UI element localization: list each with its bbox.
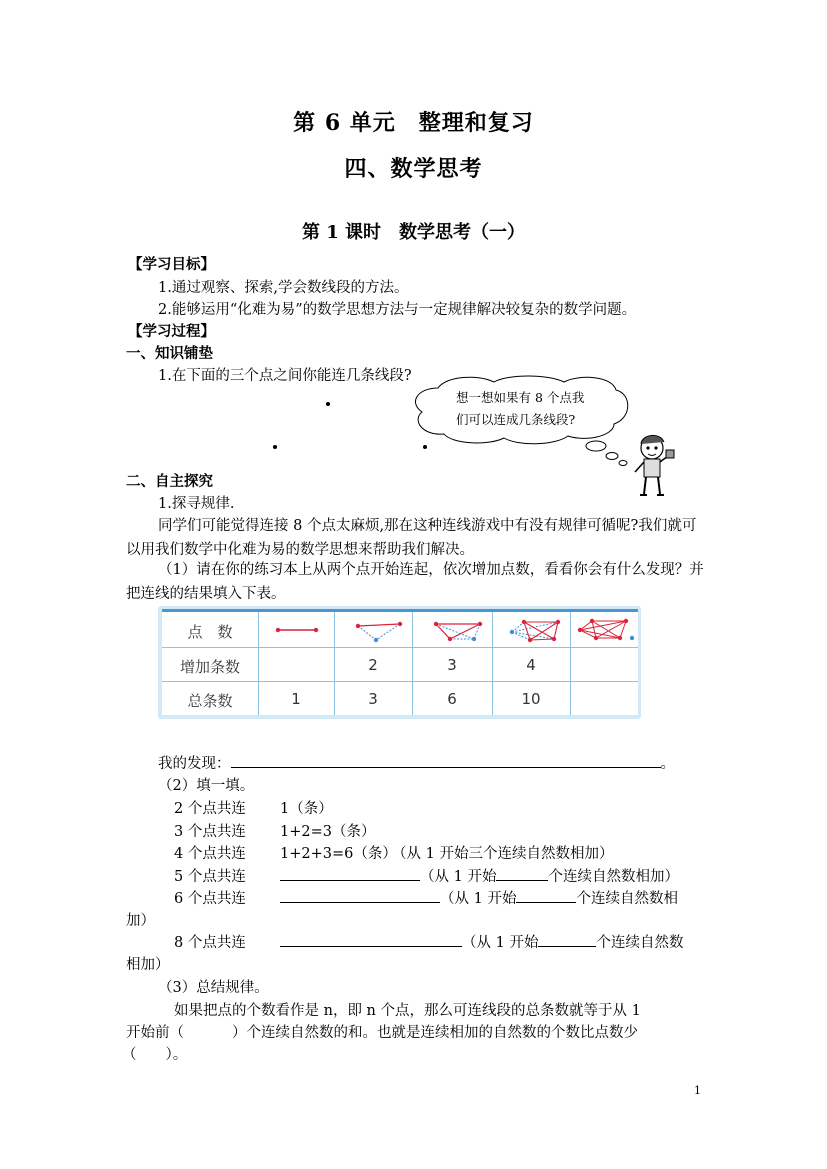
summary-heading: （3）总结规律。 <box>158 980 269 996</box>
fill-wrap-8: 相加） <box>126 957 170 973</box>
fill-note-6b: 个连续自然数相 <box>576 891 678 907</box>
fill-note-5b: 个连续自然数相加） <box>548 869 679 885</box>
fill-prefix-4: 4 个点共连 <box>174 846 246 862</box>
fill-prefix-3: 3 个点共连 <box>174 824 246 840</box>
fill-count-blank-5[interactable] <box>496 865 548 881</box>
point-b <box>273 445 277 449</box>
fill-note-8a: （从 1 开始 <box>462 935 539 951</box>
discovery-line <box>158 752 675 776</box>
summary-line-3: （ ）。 <box>122 1047 188 1063</box>
bubble-line-2: 们可以连成几条线段? <box>456 412 576 427</box>
fill-line-8 <box>280 931 683 955</box>
fill-note-8b: 个连续自然数 <box>596 935 684 951</box>
fill-prefix-5: 5 个点共连 <box>174 869 246 885</box>
fill-expr-4: 1+2+3=6（条） <box>280 846 397 862</box>
diagram-point <box>276 628 280 632</box>
fill-note-5a: （从 1 开始 <box>420 869 497 885</box>
points-lines-table <box>158 606 641 719</box>
cartoon-boy-icon <box>630 432 682 500</box>
fill-count-blank-6[interactable] <box>516 887 576 903</box>
points-diagrams <box>258 612 638 647</box>
part1-question: 1.在下面的三个点之间你能连几条线段? <box>158 368 412 384</box>
discovery-end: 。 <box>660 756 675 772</box>
row-header-added: 增加条数 <box>179 658 240 676</box>
total-cell: 6 <box>447 690 457 708</box>
fill-heading: （2）填一填。 <box>158 778 255 794</box>
section-title: 四、数学思考 <box>344 156 483 182</box>
point-a <box>326 402 330 406</box>
fill-wrap-6: 加） <box>126 913 155 929</box>
objectives-heading: 【学习目标】 <box>128 256 215 273</box>
process-heading: 【学习过程】 <box>128 323 215 340</box>
fill-prefix-8: 8 个点共连 <box>174 935 246 951</box>
added-cell: 4 <box>526 656 536 674</box>
fill-note-6a: （从 1 开始 <box>440 891 517 907</box>
total-cell: 10 <box>521 690 541 708</box>
part2-item: 1.探寻规律. <box>158 496 235 512</box>
row-header-total: 总条数 <box>187 692 233 710</box>
diagram-point <box>314 628 318 632</box>
summary-line-2b: ）个连续自然数的和。也就是连续相加的自然数的个数比点数少 <box>232 1025 638 1041</box>
fill-blank-8[interactable] <box>280 931 462 947</box>
bubble-line-1: 想一想如果有 8 个点我 <box>456 390 585 405</box>
summary-line-2 <box>126 1021 638 1045</box>
fill-note-4: （从 1 开始三个连续自然数相加） <box>392 846 614 862</box>
total-cell: 3 <box>368 690 378 708</box>
fill-line-6 <box>280 887 678 911</box>
step1-paragraph: （1）请在你的练习本上从两个点开始连起，依次增加点数，看看你会有什么发现？并把连线的结果填入下表。 <box>126 562 704 602</box>
fill-blank-5[interactable] <box>280 865 420 881</box>
fill-count-blank-8[interactable] <box>538 931 596 947</box>
total-cell: 1 <box>291 690 301 708</box>
page-number: 1 <box>694 1084 701 1097</box>
row-header-points: 点 数 <box>187 623 233 641</box>
summary-line-2a: 开始前（ <box>126 1025 184 1041</box>
added-cell: 3 <box>447 656 457 674</box>
part2-paragraph: 同学们可能觉得连接 8 个点太麻烦,那在这种连线游戏中有没有规律可循呢?我们就可以用我们数学中化难为易的数学思想来帮助我们解决。 <box>126 518 697 558</box>
fill-prefix-2: 2 个点共连 <box>174 801 246 817</box>
objective-item-1: 1.通过观察、探索,学会数线段的方法。 <box>158 280 409 296</box>
unit-title: 第 6 单元 整理和复习 <box>293 110 534 136</box>
fill-blank-6[interactable] <box>280 887 440 903</box>
part2-heading: 二、自主探究 <box>126 473 213 490</box>
discovery-blank[interactable] <box>231 752 661 768</box>
fill-expr-3: 1+2=3（条） <box>280 824 376 840</box>
fill-line-5 <box>280 865 679 889</box>
fill-expr-2: 1（条） <box>280 801 333 817</box>
summary-line-1: 如果把点的个数看作是 n，即 n 个点，那么可连线段的总条数就等于从 1 <box>174 1003 641 1019</box>
objective-item-2: 2.能够运用“化难为易”的数学思想方法与一定规律解决较复杂的数学问题。 <box>158 302 637 318</box>
part1-heading: 一、知识铺垫 <box>126 345 213 362</box>
fill-prefix-6: 6 个点共连 <box>174 891 246 907</box>
added-cell: 2 <box>368 656 378 674</box>
discovery-label: 我的发现： <box>158 756 231 772</box>
lesson-title: 第 1 课时 数学思考（一） <box>301 222 526 243</box>
